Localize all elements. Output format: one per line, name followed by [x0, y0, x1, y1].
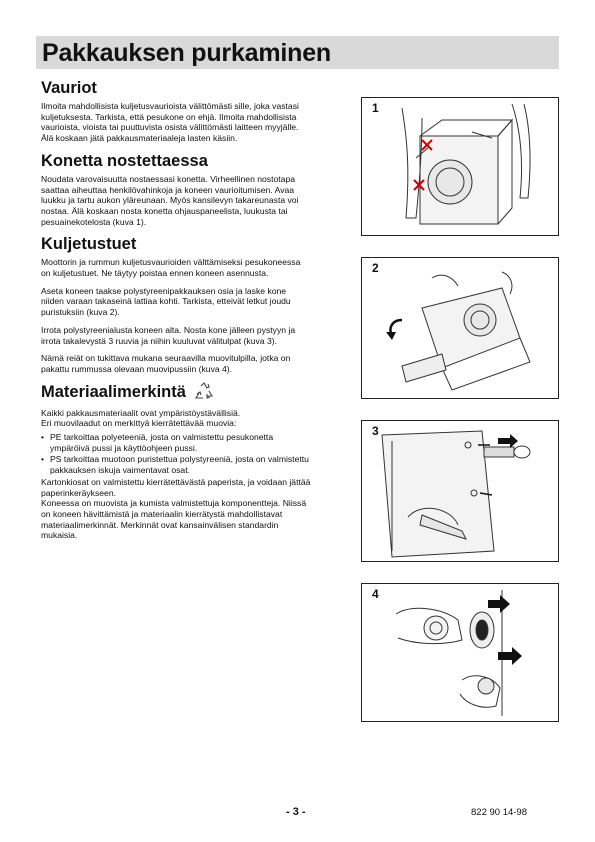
recycle-icon — [194, 382, 214, 405]
paragraph: Koneessa on muovista ja kumista valmistettuja komponentteja. Niissä on koneen hävittämistä ja materiaalin kierrätystä mahdollistavat materiaalimerkinnät. Merkinnät ovat kansainvälisen standardin mukaisia. — [41, 498, 307, 541]
list-item: • PS tarkoittaa muotoon puristettua polystyreeniä, josta on valmistettu pakkauksen iskuja vaimentavat osat. — [41, 454, 311, 475]
section-heading-row — [41, 382, 311, 405]
figure-4 — [361, 583, 559, 722]
document-code: 822 90 14-98 — [471, 807, 527, 818]
paragraph: Noudata varovaisuutta nostaessasi konetta. Virheellinen nostotapa saattaa aiheuttaa henkilövahinkoja ja koneen vaurioitumisen. Avaa luukku ja tartu aukon yläreunaan. Myös kansilevyn takareunasta voi nostaa. Älä koskaan nosta konetta ohjauspaneelista, luukusta tai pesuainekotelosta (kuva 1). — [41, 173, 299, 227]
section-heading: Vauriot — [41, 79, 97, 97]
paragraph: Moottorin ja rummun kuljetusvaurioiden välttämiseksi pesukoneessa on kuljetustuet. Ne täytyy poistaa ennen koneen asennusta. — [41, 257, 301, 279]
bullet-list — [41, 432, 311, 476]
paragraph: Ilmoita mahdollisista kuljetusvaurioista välittömästi sille, joka vastasi kuljetuksesta. Tarkista, että pesukone on ehjä. Ilmoita mahdollisista vaurioista, vioista tai puuttuvista osista välittömästi laitteen myyjälle. — [41, 101, 299, 133]
section-heading: Kuljetustuet — [41, 235, 137, 254]
title-bar — [36, 36, 559, 69]
paragraph: Kaikki pakkausmateriaalit ovat ympäristöystävällisiä. — [41, 407, 241, 418]
paragraph: Älä koskaan jätä pakkausmateriaaleja lasten käsiin. — [41, 133, 238, 144]
figure-number: 2 — [372, 261, 379, 275]
section-konetta-nostettaessa — [41, 151, 311, 228]
section-kuljetustuet — [41, 234, 311, 374]
figure-number: 3 — [372, 424, 379, 438]
page-number: - 3 - — [286, 806, 306, 818]
figure-1 — [361, 97, 559, 236]
paragraph: Eri muovilaadut on merkittyä kierrätettävää muovia: — [41, 418, 237, 429]
text-column — [41, 78, 311, 548]
paragraph: Aseta koneen taakse polystyreenipakkauksen osia ja laske kone niiden varaan takaseinä lattiaa kohti. Tarkista, etteivät letkut joudu puristuksiin (kuva 2). — [41, 285, 291, 318]
section-heading: Materiaalimerkintä — [41, 382, 186, 401]
figure-2 — [361, 257, 559, 399]
list-item: • PE tarkoittaa polyeteeniä, josta on valmistettu pesukonetta ympäröivä pussi ja käyttöohjeen pussi. — [41, 432, 311, 453]
page-title: Pakkauksen purkaminen — [42, 39, 331, 67]
figure-2-illustration — [362, 258, 558, 398]
paragraph: Nämä reiät on tukittava mukana seuraavilla muovitulpilla, jotka on pakattu rummussa olevaan muovipussiin (kuva 4). — [41, 353, 291, 374]
figure-4-illustration — [362, 584, 558, 721]
figure-1-illustration — [362, 98, 558, 235]
figure-3-illustration — [362, 421, 558, 561]
paragraph: Kartonkiosat on valmistettu kierrätettävästä paperista, ja voidaan jättää paperinkeräykseen. — [41, 476, 311, 498]
figure-number: 4 — [372, 587, 379, 601]
section-materiaalimerkinta — [41, 382, 311, 541]
section-heading: Konetta nostettaessa — [41, 151, 208, 170]
section-vauriot — [41, 78, 311, 144]
figure-number: 1 — [372, 101, 379, 115]
figure-3 — [361, 420, 559, 562]
paragraph: Irrota polystyreenialusta koneen alta. Nosta kone jälleen pystyyn ja irrota takalevystä 3 ruuvia ja niihin kuuluvat välitulpat (kuva 3). — [41, 324, 296, 346]
